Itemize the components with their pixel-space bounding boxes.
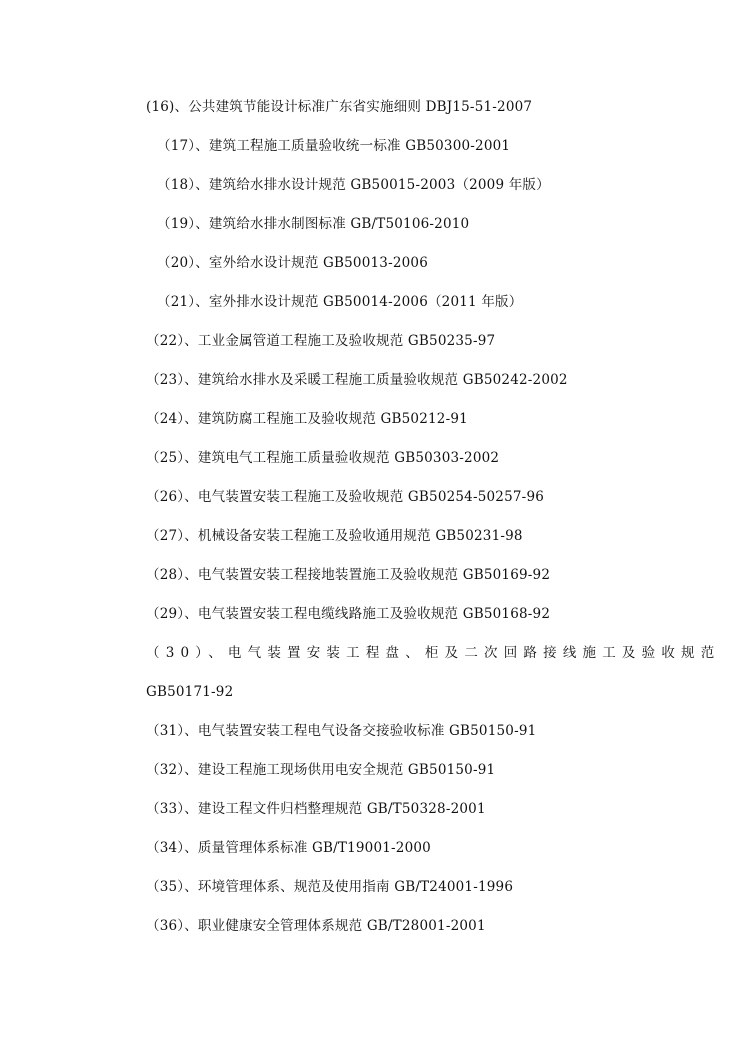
list-item: （29）、电气装置安装工程电缆线路施工及验收规范 GB50168-92 bbox=[146, 606, 551, 622]
list-item: （30）、电气装置安装工程盘、柜及二次回路接线施工及验收规范 bbox=[146, 645, 721, 661]
list-item: （36）、职业健康安全管理体系规范 GB/T28001-2001 bbox=[146, 918, 486, 934]
list-item: (16)、公共建筑节能设计标准广东省实施细则 DBJ15-51-2007 bbox=[146, 99, 533, 115]
list-item: （32）、建设工程施工现场供用电安全规范 GB50150-91 bbox=[146, 762, 496, 778]
list-item: （27）、机械设备安装工程施工及验收通用规范 GB50231-98 bbox=[146, 528, 523, 544]
list-item: （19）、建筑给水排水制图标准 GB/T50106-2010 bbox=[157, 216, 470, 232]
list-item: （23）、建筑给水排水及采暖工程施工质量验收规范 GB50242-2002 bbox=[146, 372, 568, 388]
list-item: （20）、室外给水设计规范 GB50013-2006 bbox=[157, 255, 428, 271]
list-item: （18）、建筑给水排水设计规范 GB50015-2003（2009 年版） bbox=[157, 177, 550, 193]
list-item: （25）、建筑电气工程施工质量验收规范 GB50303-2002 bbox=[146, 450, 500, 466]
list-item: （17）、建筑工程施工质量验收统一标准 GB50300-2001 bbox=[157, 138, 511, 154]
list-item: （28）、电气装置安装工程接地装置施工及验收规范 GB50169-92 bbox=[146, 567, 551, 583]
list-item-continuation: GB50171-92 bbox=[146, 684, 234, 700]
list-item: （26）、电气装置安装工程施工及验收规范 GB50254-50257-96 bbox=[146, 489, 545, 505]
list-item: （21）、室外排水设计规范 GB50014-2006（2011 年版） bbox=[157, 294, 523, 310]
list-item: （24）、建筑防腐工程施工及验收规范 GB50212-91 bbox=[146, 411, 468, 427]
list-item: （35）、环境管理体系、规范及使用指南 GB/T24001-1996 bbox=[146, 879, 514, 895]
list-item: （22）、工业金属管道工程施工及验收规范 GB50235-97 bbox=[146, 333, 496, 349]
list-item: （33）、建设工程文件归档整理规范 GB/T50328-2001 bbox=[146, 801, 486, 817]
list-item: （31）、电气装置安装工程电气设备交接验收标准 GB50150-91 bbox=[146, 723, 537, 739]
list-item: （34）、质量管理体系标准 GB/T19001-2000 bbox=[146, 840, 431, 856]
